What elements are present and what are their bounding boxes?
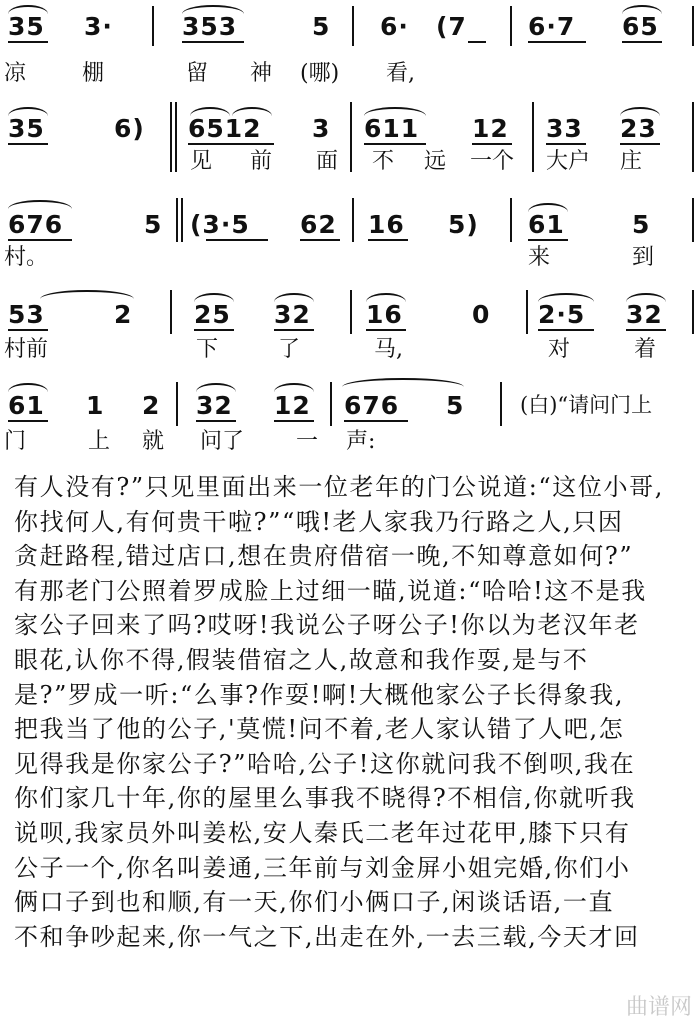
- bar-line: [350, 102, 352, 172]
- bar-line: [692, 198, 694, 242]
- underline-mark: [8, 143, 48, 145]
- bar-line: [176, 382, 178, 426]
- lyric-text: 到: [632, 245, 655, 270]
- lyric-text: 声:: [346, 429, 376, 454]
- score-number: 6): [114, 114, 145, 143]
- lyric-text: 马,: [374, 337, 403, 362]
- underline-mark: [274, 329, 314, 331]
- score-number: 3·: [84, 12, 113, 41]
- lyric-text: 庄: [620, 149, 643, 174]
- underline-mark: [188, 143, 274, 145]
- prose-line: 有那老门公照着罗成脸上过细一瞄,说道:“哈哈!这不是我: [14, 576, 647, 605]
- score-number: 35: [8, 114, 45, 143]
- slur-mark: [40, 290, 134, 299]
- lyric-text: 神: [250, 61, 273, 86]
- score-number: 3: [312, 114, 331, 143]
- underline-mark: [196, 420, 236, 422]
- score-number: 2: [142, 391, 161, 420]
- underline-mark: [546, 143, 586, 145]
- prose-line: 眼花,认你不得,假装借宿之人,故意和我作耍,是与不: [14, 645, 589, 674]
- score-number: 6·: [380, 12, 409, 41]
- lyric-text: 村前: [4, 337, 49, 362]
- prose-line: 不和争吵起来,你一气之下,出走在外,一去三载,今天才回: [14, 922, 640, 951]
- score-number: 16: [366, 300, 403, 329]
- bar-line: [170, 290, 172, 334]
- prose-line: 你找何人,有何贵干啦?”“哦!老人家我乃行路之人,只因: [14, 507, 624, 536]
- lyric-text: 一个: [470, 149, 515, 174]
- lyric-text: 对: [548, 337, 571, 362]
- score-number: 12: [274, 391, 311, 420]
- underline-mark: [622, 41, 662, 43]
- prose-line: 公子一个,你名叫姜通,三年前与刘金屏小姐完婚,你们小: [14, 853, 631, 882]
- bar-line: [692, 6, 694, 46]
- bar-line: [692, 102, 694, 172]
- lyric-text: 上: [88, 429, 111, 454]
- bar-line: [510, 6, 512, 46]
- prose-line: 俩口子到也和顺,有一天,你们小俩口子,闲谈话语,一直: [14, 888, 615, 917]
- score-number: 6·7: [528, 12, 576, 41]
- underline-mark: [8, 41, 48, 43]
- underline-mark: [468, 41, 486, 43]
- score-number: 5: [632, 210, 651, 239]
- lyric-text: 凉: [4, 61, 27, 86]
- score-number: 5: [312, 12, 331, 41]
- lyric-text: 不: [372, 149, 395, 174]
- underline-mark: [8, 239, 72, 241]
- underline-mark: [194, 329, 234, 331]
- lyric-text: 来: [528, 245, 551, 270]
- underline-mark: [620, 143, 660, 145]
- underline-mark: [274, 420, 314, 422]
- bar-line: [352, 198, 354, 242]
- score-number: 5: [144, 210, 163, 239]
- underline-mark: [206, 239, 268, 241]
- bar-line: [170, 102, 172, 172]
- score-number: 676: [344, 391, 400, 420]
- lyric-text: 见: [190, 149, 213, 174]
- score-number: 61: [528, 210, 565, 239]
- score-number: 353: [182, 12, 238, 41]
- prose-paragraph: [14, 470, 694, 954]
- underline-mark: [528, 41, 586, 43]
- underline-mark: [182, 41, 244, 43]
- lyric-text: 棚: [82, 61, 105, 86]
- score-number: 676: [8, 210, 64, 239]
- music-score: [0, 0, 700, 462]
- score-number: 35: [8, 12, 45, 41]
- prose-line: 有人没有?”只见里面出来一位老年的门公说道:“这位小哥,: [14, 473, 664, 501]
- score-number: (7: [436, 12, 467, 41]
- bar-line: [175, 102, 177, 172]
- lyric-text: 看,: [386, 61, 415, 86]
- score-number: 1: [86, 391, 105, 420]
- score-number: 12: [472, 114, 509, 143]
- underline-mark: [472, 143, 512, 145]
- score-number: 32: [196, 391, 233, 420]
- underline-mark: [344, 420, 408, 422]
- underline-mark: [528, 239, 568, 241]
- lyric-text: 下: [196, 337, 219, 362]
- bar-line: [152, 6, 154, 46]
- lyric-text: 门: [4, 429, 27, 454]
- underline-mark: [300, 239, 340, 241]
- score-number: 61: [8, 391, 45, 420]
- prose-line: 说呗,我家员外叫姜松,安人秦氏二老年过花甲,膝下只有: [14, 818, 631, 847]
- score-number: 53: [8, 300, 45, 329]
- score-number: 16: [368, 210, 405, 239]
- score-number: 25: [194, 300, 231, 329]
- score-number: 611: [364, 114, 420, 143]
- underline-mark: [538, 329, 594, 331]
- score-number: (3·5: [190, 210, 250, 239]
- underline-mark: [626, 329, 666, 331]
- prose-line: 家公子回来了吗?哎呀!我说公子呀公子!你以为老汉年老: [14, 611, 640, 640]
- underline-mark: [8, 329, 48, 331]
- prose-line: 贪赶路程,错过店口,想在贵府借宿一晚,不知尊意如何?”: [14, 542, 634, 571]
- slur-mark: [342, 378, 464, 387]
- lyric-text: 大户: [546, 149, 591, 174]
- score-number: 65: [622, 12, 659, 41]
- bar-line: [181, 198, 183, 242]
- score-number: 5): [448, 210, 479, 239]
- lyric-text: 了: [278, 337, 301, 362]
- lyric-text: 一: [296, 429, 319, 454]
- bar-line: [532, 102, 534, 172]
- bar-line: [510, 198, 512, 242]
- score-number: 5: [446, 391, 465, 420]
- lyric-text: 问了: [200, 429, 245, 454]
- lyric-text: 面: [316, 149, 339, 174]
- lyric-text: 村。: [4, 245, 49, 270]
- score-number: 33: [546, 114, 583, 143]
- spoken-text: (白)“请问门上: [520, 393, 653, 417]
- prose-line: 是?”罗成一听:“么事?作耍!啊!大概他家公子长得象我,: [14, 680, 625, 709]
- prose-line: 把我当了他的公子,'莫慌!问不着,老人家认错了人吧,怎: [14, 715, 625, 744]
- lyric-text: 留: [186, 61, 209, 86]
- underline-mark: [368, 239, 408, 241]
- score-number: 32: [274, 300, 311, 329]
- underline-mark: [8, 420, 48, 422]
- underline-mark: [364, 143, 426, 145]
- watermark: 曲谱网: [625, 995, 692, 1020]
- slur-mark: [8, 200, 72, 209]
- lyric-text: 前: [250, 149, 273, 174]
- bar-line: [350, 290, 352, 334]
- prose-line: 见得我是你家公子?”哈哈,公子!这你就问我不倒呗,我在: [14, 749, 636, 778]
- lyric-text: 着: [634, 337, 657, 362]
- lyric-text: 远: [424, 149, 447, 174]
- bar-line: [330, 382, 332, 426]
- score-number: 6512: [188, 114, 262, 143]
- score-number: 62: [300, 210, 337, 239]
- lyric-text: 就: [142, 429, 165, 454]
- score-number: 23: [620, 114, 657, 143]
- score-number: 0: [472, 300, 491, 329]
- bar-line: [692, 290, 694, 334]
- score-number: 2·5: [538, 300, 586, 329]
- score-number: 32: [626, 300, 663, 329]
- lyric-text: (哪): [300, 61, 340, 86]
- bar-line: [176, 198, 178, 242]
- bar-line: [500, 382, 502, 426]
- bar-line: [352, 6, 354, 46]
- prose-line: 你们家几十年,你的屋里么事我不晓得?不相信,你就听我: [14, 784, 636, 813]
- underline-mark: [366, 329, 406, 331]
- score-number: 2: [114, 300, 133, 329]
- bar-line: [526, 290, 528, 334]
